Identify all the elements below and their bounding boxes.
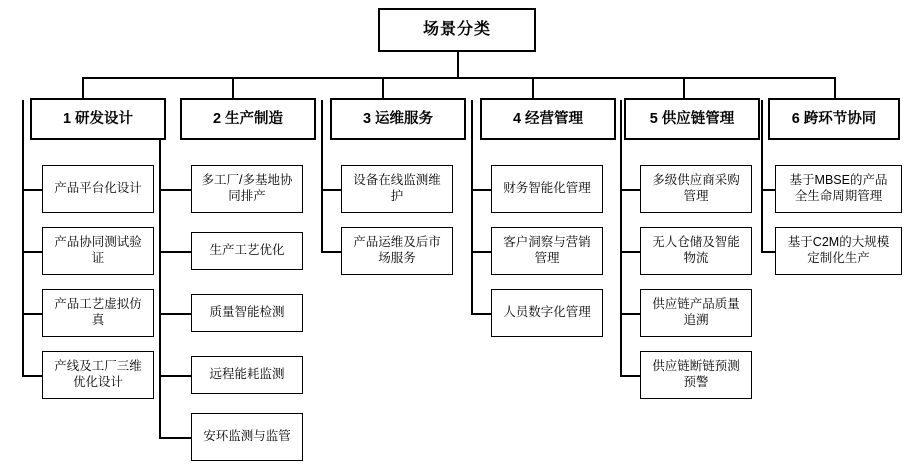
connector-col2-branch-2: [159, 251, 191, 253]
connector-col5-branch-3: [620, 313, 640, 315]
connector-col1-branch-3: [22, 313, 42, 315]
connector-bus-drop-2: [232, 77, 234, 98]
leaf-node-2-2[interactable]: [191, 232, 303, 270]
leaf-node-1-2-label: 产品协同测试验证: [54, 235, 142, 265]
connector-bus: [82, 77, 834, 79]
leaf-node-4-3[interactable]: [491, 289, 603, 337]
connector-col2-branch-4: [159, 375, 191, 377]
connector-col4-branch-2: [471, 251, 491, 253]
leaf-node-5-4-label: 供应链断链预测预警: [652, 359, 740, 389]
leaf-node-5-2[interactable]: [640, 227, 752, 275]
leaf-node-2-4-label: 远程能耗监测: [209, 367, 285, 382]
leaf-node-4-3-label: 人员数字化管理: [503, 305, 591, 320]
root-node-label: 场景分类: [422, 21, 491, 38]
category-node-3-label: 3 运维服务: [362, 110, 434, 127]
category-node-4[interactable]: [480, 98, 616, 140]
connector-col3-spine: [321, 100, 323, 251]
leaf-node-5-1[interactable]: [640, 165, 752, 213]
leaf-node-6-2-label: 基于C2M的大规模定制化生产: [787, 235, 890, 265]
leaf-node-2-3-label: 质量智能检测: [209, 305, 285, 320]
leaf-node-4-2[interactable]: [491, 227, 603, 275]
leaf-node-2-2-label: 生产工艺优化: [209, 243, 285, 258]
connector-col4-branch-1: [471, 189, 491, 191]
leaf-node-1-3[interactable]: [42, 289, 154, 337]
connector-col5-branch-1: [620, 189, 640, 191]
category-node-2[interactable]: [180, 98, 316, 140]
leaf-node-3-2-label: 产品运维及后市场服务: [353, 235, 441, 265]
leaf-node-6-1[interactable]: [775, 165, 902, 213]
connector-col5-branch-4: [620, 375, 640, 377]
connector-col1-spine: [22, 100, 24, 375]
leaf-node-2-4[interactable]: [191, 356, 303, 394]
connector-col2-branch-1: [159, 189, 191, 191]
connector-bus-drop-4: [532, 77, 534, 98]
leaf-node-2-3[interactable]: [191, 294, 303, 332]
connector-col4-spine: [471, 100, 473, 313]
connector-col5-spine: [620, 100, 622, 375]
leaf-node-2-1-label: 多工厂/多基地协同排产: [201, 173, 293, 203]
connector-col2-spine: [159, 100, 161, 437]
connector-bus-drop-5: [683, 77, 685, 98]
category-node-4-label: 4 经营管理: [512, 110, 584, 127]
leaf-node-4-1[interactable]: [491, 165, 603, 213]
leaf-node-5-2-label: 无人仓储及智能物流: [652, 235, 740, 265]
connector-col6-spine: [761, 100, 763, 251]
connector-col1-branch-2: [22, 251, 42, 253]
leaf-node-3-1[interactable]: [341, 165, 453, 213]
category-node-5-label: 5 供应链管理: [649, 110, 735, 127]
connector-col5-branch-2: [620, 251, 640, 253]
connector-col4-branch-3: [471, 313, 491, 315]
leaf-node-6-2[interactable]: [775, 227, 902, 275]
leaf-node-3-1-label: 设备在线监测维护: [353, 173, 441, 203]
category-node-6[interactable]: [768, 98, 900, 140]
leaf-node-2-5[interactable]: [191, 413, 303, 461]
connector-col6-branch-1: [761, 189, 775, 191]
connector-col3-branch-1: [321, 189, 341, 191]
leaf-node-4-2-label: 客户洞察与营销管理: [503, 235, 591, 265]
category-node-3[interactable]: [330, 98, 466, 140]
leaf-node-1-1-label: 产品平台化设计: [54, 181, 142, 196]
leaf-node-3-2[interactable]: [341, 227, 453, 275]
connector-col3-branch-2: [321, 251, 341, 253]
leaf-node-6-1-label: 基于MBSE的产品全生命周期管理: [789, 173, 888, 203]
category-node-1-label: 1 研发设计: [62, 110, 134, 127]
category-node-6-label: 6 跨环节协同: [791, 110, 877, 127]
leaf-node-2-1[interactable]: [191, 165, 303, 213]
connector-bus-drop-6: [834, 77, 836, 98]
leaf-node-2-5-label: 安环监测与监管: [203, 429, 291, 444]
category-node-1[interactable]: [30, 98, 166, 140]
connector-root-stem: [457, 52, 459, 77]
category-node-5[interactable]: [624, 98, 760, 140]
connector-bus-drop-1: [82, 77, 84, 98]
leaf-node-5-3-label: 供应链产品质量追溯: [652, 297, 740, 327]
connector-col2-branch-3: [159, 313, 191, 315]
leaf-node-5-4[interactable]: [640, 351, 752, 399]
leaf-node-5-1-label: 多级供应商采购管理: [652, 173, 740, 203]
connector-col1-branch-4: [22, 375, 42, 377]
leaf-node-1-4-label: 产线及工厂三维优化设计: [54, 359, 142, 389]
leaf-node-1-2[interactable]: [42, 227, 154, 275]
leaf-node-4-1-label: 财务智能化管理: [503, 181, 591, 196]
leaf-node-1-1[interactable]: [42, 165, 154, 213]
connector-col1-branch-1: [22, 189, 42, 191]
connector-col6-branch-2: [761, 251, 775, 253]
leaf-node-1-4[interactable]: [42, 351, 154, 399]
connector-bus-drop-3: [382, 77, 384, 98]
connector-col2-branch-5: [159, 437, 191, 439]
category-node-2-label: 2 生产制造: [212, 110, 284, 127]
leaf-node-1-3-label: 产品工艺虚拟仿真: [54, 297, 142, 327]
leaf-node-5-3[interactable]: [640, 289, 752, 337]
root-node[interactable]: [378, 8, 536, 52]
